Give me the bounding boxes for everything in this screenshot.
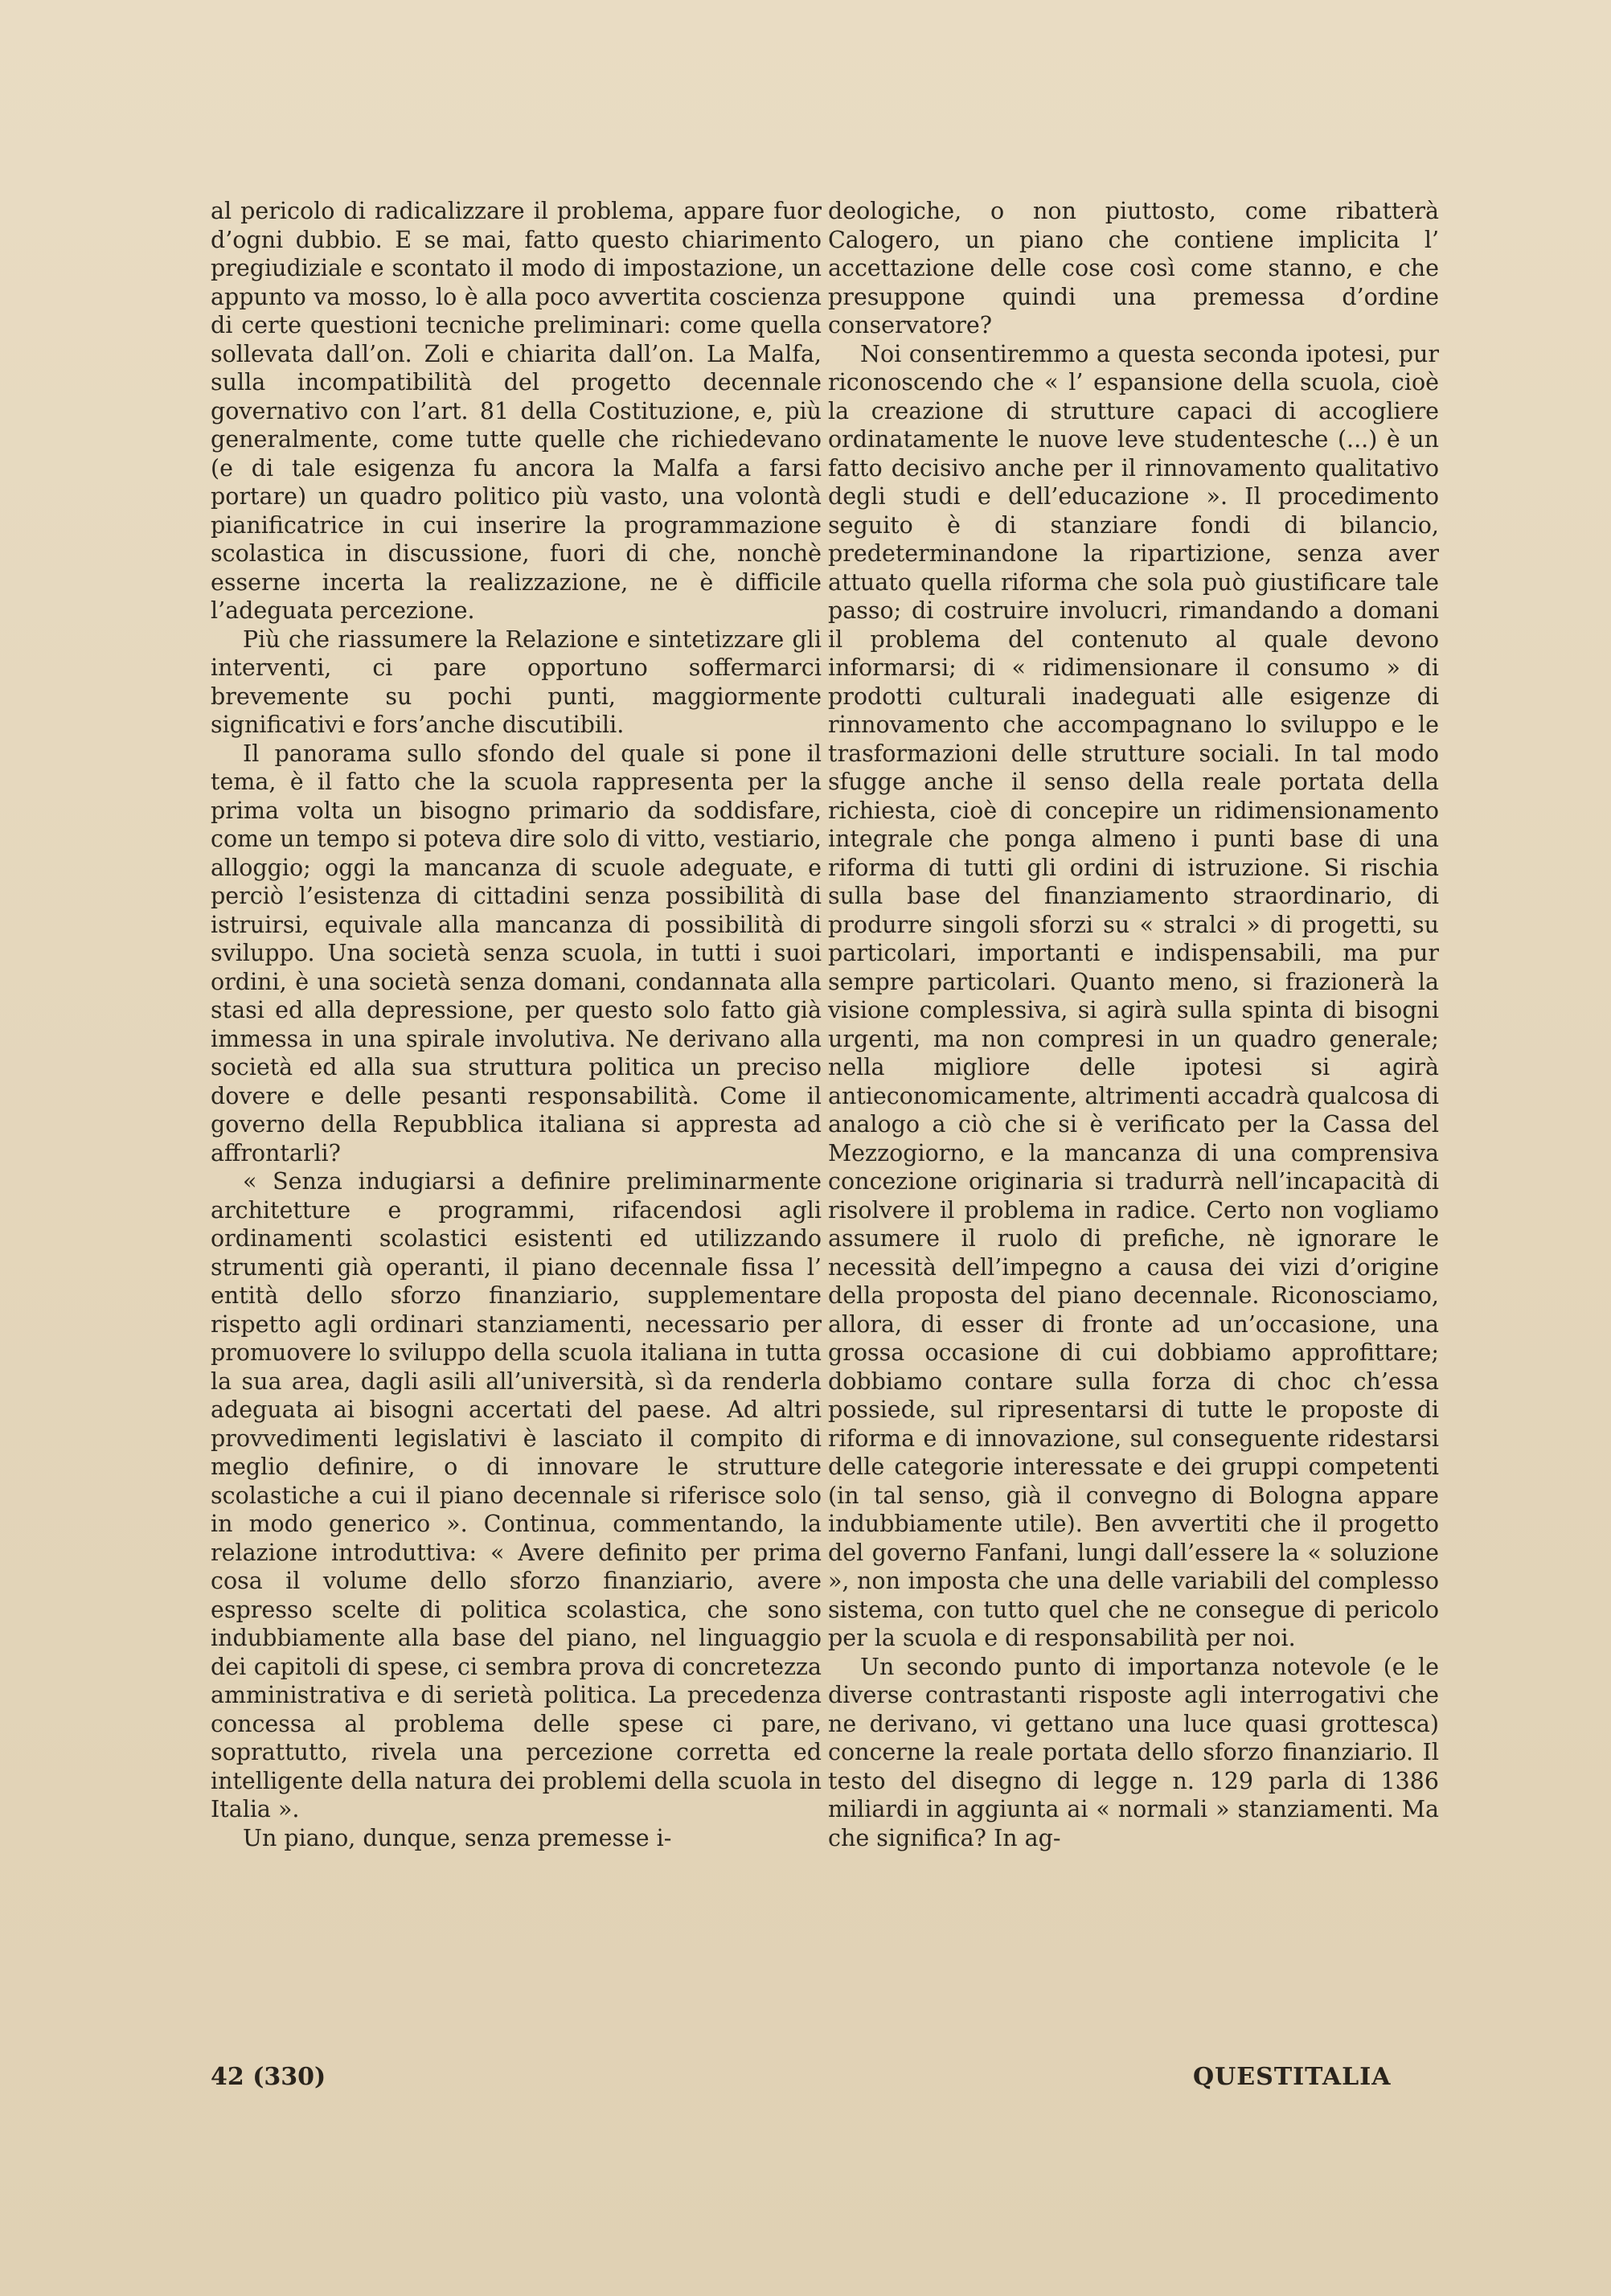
text-column-left [211,197,822,1852]
page-number: 42 (330) [211,2063,326,2091]
paragraph: Un piano, dunque, senza premesse i- [243,1824,672,1851]
paragraph: « Senza indugiarsi a definire preliminarmente architetture e programmi, rifacendosi agli ordinamenti scolastici esistenti ed utilizzando strumenti già operanti, il piano decennale fissa l’ entità dello sforzo finanziario, supplementare rispetto agli ordinari stanziamenti, necessario per promuovere lo sviluppo della scuola italiana in tutta la sua area, dagli asili all’università, sì da renderla adeguata ai bisogni accertati del paese. Ad altri provvedimenti legislativi è lasciato il compito di meglio definire, o di innovare le strutture scolastiche a cui il piano decennale si riferisce solo in modo generico ». Continua, commentando, la relazione introduttiva: « Avere definito per prima cosa il volume dello sforzo finanziario, avere espresso scelte di politica scolastica, che sono indubbiamente alla base del piano, nel linguaggio dei capitoli di spese, ci sembra prova di concretezza amministrativa e di serietà politica. La precedenza concessa al problema delle spese ci pare, soprattutto, rivela una percezione corretta ed intelligente della natura dei problemi della scuola in Italia ». [211,1168,822,1822]
paragraph: Il panorama sullo sfondo del quale si pone il tema, è il fatto che la scuola rappresenta per la prima volta un bisogno primario da soddisfare, come un tempo si poteva dire solo di vitto, vestiario, alloggio; oggi la mancanza di scuole adeguate, e perciò l’esistenza di cittadini senza possibilità di istruirsi, equivale alla mancanza di possibilità di sviluppo. Una società senza scuola, in tutti i suoi ordini, è una società senza domani, condannata alla stasi ed alla depressione, per questo solo fatto già immessa in una spirale involutiva. Ne derivano alla società ed alla sua struttura politica un preciso dovere e delle pesanti responsabilità. Come il governo della Repubblica italiana si appresta ad affrontarli? [211,740,822,1166]
paragraph: Un secondo punto di importanza notevole (e le diverse contrastanti risposte agli interrogativi che ne derivano, vi gettano una luce quasi grottesca) concerne la reale portata dello sforzo finanziario. Il testo del disegno di legge n. 129 parla di 1386 miliardi in aggiunta ai « normali » stanziamenti. Ma che significa? In ag- [828,1653,1439,1851]
paragraph: deologiche, o non piuttosto, come ribatterà Calogero, un piano che contiene implicita l’ accettazione delle cose così come stanno, e che presuppone quindi una premessa d’ordine conservatore? [828,198,1439,338]
magazine-name: QUESTITALIA [1193,2063,1392,2091]
paragraph: Più che riassumere la Relazione e sintetizzare gli interventi, ci pare opportuno soffermarci brevemente su pochi punti, maggiormente significativi e fors’anche discutibili. [211,625,822,738]
paragraph: Noi consentiremmo a questa seconda ipotesi, pur riconoscendo che « l’ espansione della scuola, cioè la creazione di strutture capaci di accogliere ordinatamente le nuove leve studentesche (...) è un fatto decisivo anche per il rinnovamento qualitativo degli studi e dell’educazione ». Il procedimento seguito è di stanziare fondi di bilancio, predeterminandone la ripartizione, senza aver attuato quella riforma che sola può giustificare tale passo; di costruire involucri, rimandando a domani il problema del contenuto al quale devono informarsi; di « ridimensionare il consumo » di prodotti culturali inadeguati alle esigenze di rinnovamento che accompagnano lo sviluppo e le trasformazioni delle strutture sociali. In tal modo sfugge anche il senso della reale portata della richiesta, cioè di concepire un ridimensionamento integrale che ponga almeno i punti base di una riforma di tutti gli ordini di istruzione. Si rischia sulla base del finanziamento straordinario, di produrre singoli sforzi su « stralci » di progetti, su particolari, importanti e indispensabili, ma pur sempre particolari. Quanto meno, si frazionerà la visione complessiva, si agirà sulla spinta di bisogni urgenti, ma non compresi in un quadro generale; nella migliore delle ipotesi si agirà antieconomicamente, altrimenti accadrà qualcosa di analogo a ciò che si è verificato per la Cassa del Mezzogiorno, e la mancanza di una comprensiva concezione originaria si tradurrà nell’incapacità di risolvere il problema in radice. Certo non vogliamo assumere il ruolo di prefiche, nè ignorare le necessità dell’impegno a causa dei vizi d’origine della proposta del piano decennale. Riconosciamo, allora, di esser di fronte ad un’occasione, una grossa occasione di cui dobbiamo approfittare; dobbiamo contare sulla forza di choc ch’essa possiede, sul ripresentarsi di tutte le proposte di riforma e di innovazione, sul conseguente ridestarsi delle categorie interessate e dei gruppi competenti (in tal senso, già il convegno di Bologna appare indubbiamente utile). Ben avvertiti che il progetto del governo Fanfani, lungi dall’essere la « soluzione », non imposta che una delle variabili del complesso sistema, con tutto quel che ne consegue di pericolo per la scuola e di responsabilità per noi. [828,340,1439,1651]
paragraph: al pericolo di radicalizzare il problema, appare fuor d’ogni dubbio. E se mai, fatto questo chiarimento pregiudiziale e scontato il modo di impostazione, un appunto va mosso, lo è alla poco avvertita coscienza di certe questioni tecniche preliminari: come quella sollevata dall’on. Zoli e chiarita dall’on. La Malfa, sulla incompatibilità del progetto decennale governativo con l’art. 81 della Costituzione, e, più generalmente, come tutte quelle che richiedevano (e di tale esigenza fu ancora la Malfa a farsi portare) un quadro politico più vasto, una volontà pianificatrice in cui inserire la programmazione scolastica in discussione, fuori di che, nonchè esserne incerta la realizzazione, ne è difficile l’adeguata percezione. [211,198,822,624]
text-column-right [828,197,1439,1852]
